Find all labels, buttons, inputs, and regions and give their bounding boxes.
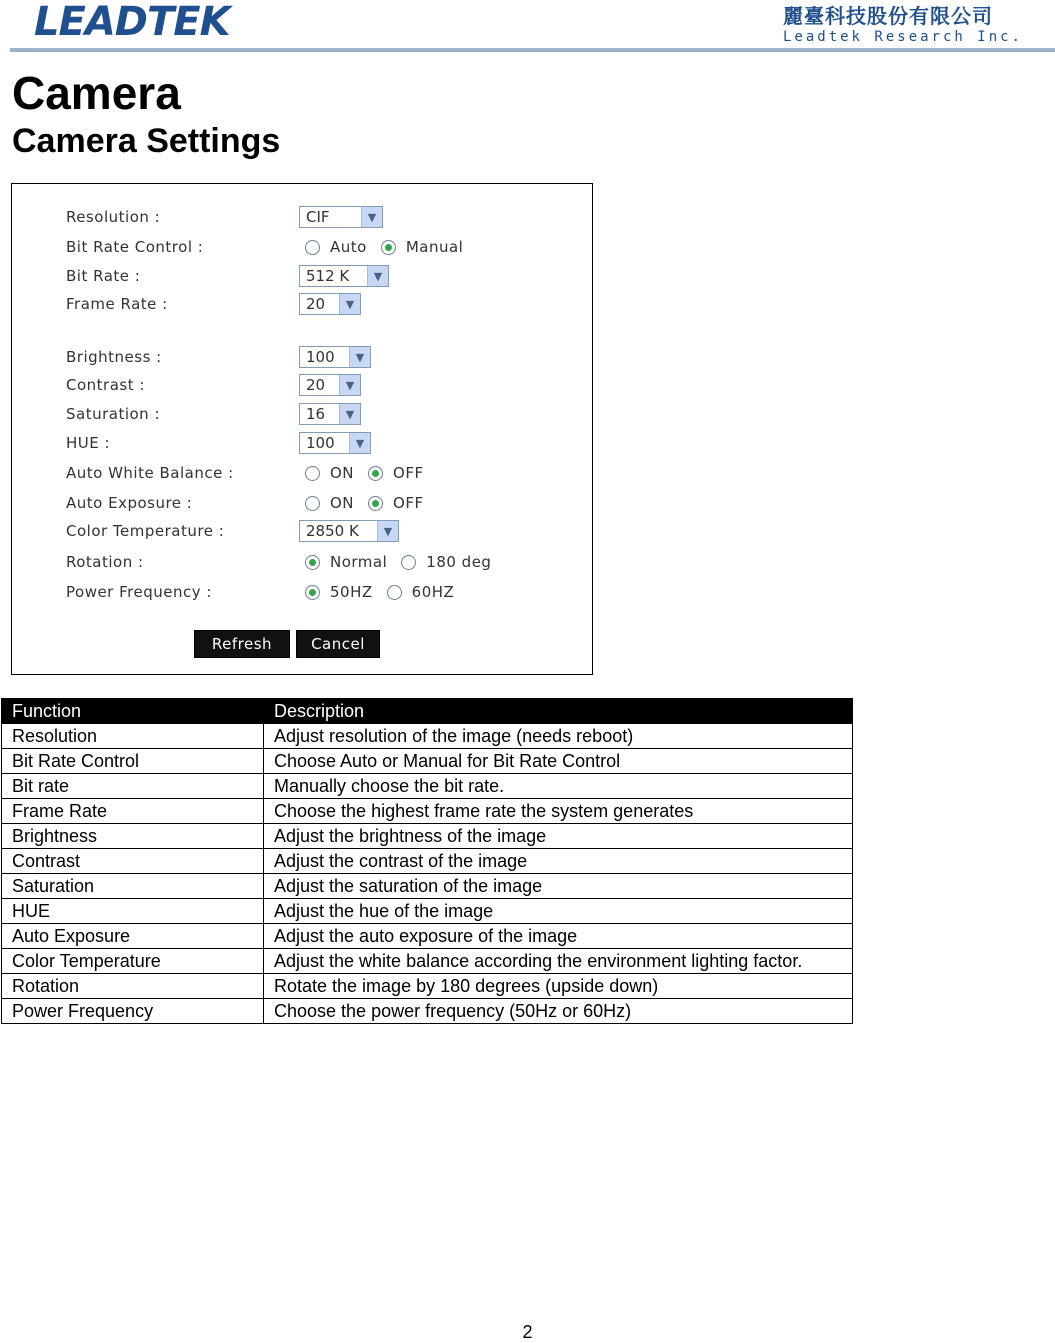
refresh-button[interactable]: Refresh <box>194 630 290 658</box>
resolution-row <box>12 204 592 230</box>
brightness-row <box>12 344 592 370</box>
powerfreq-50-radio[interactable] <box>305 585 320 600</box>
section-title: Camera Settings <box>12 122 281 160</box>
awb-label: Auto White Balance : <box>66 464 234 482</box>
function-cell: Color Temperature <box>2 949 264 974</box>
company-name-block <box>783 4 1023 46</box>
ae-label: Auto Exposure : <box>66 494 193 512</box>
description-header: Description <box>264 699 853 724</box>
function-cell: Bit rate <box>2 774 264 799</box>
bitrate-label: Bit Rate : <box>66 267 141 285</box>
function-cell: Auto Exposure <box>2 924 264 949</box>
hue-select[interactable]: 100 ▼ <box>299 432 371 454</box>
framerate-row <box>12 291 592 317</box>
function-cell: Saturation <box>2 874 264 899</box>
chevron-down-icon: ▼ <box>377 521 398 541</box>
ae-off-radio[interactable] <box>368 496 383 511</box>
bitrate-control-row: Bit Rate Control : Auto Manual <box>66 238 464 256</box>
table-row <box>2 774 853 799</box>
powerfreq-row: Power Frequency : 50HZ 60HZ <box>66 583 455 601</box>
resolution-select[interactable]: CIF ▼ <box>299 206 383 228</box>
colortemp-select[interactable]: 2850 K ▼ <box>299 520 399 542</box>
description-cell: Choose the power frequency (50Hz or 60Hz) <box>264 999 853 1024</box>
description-cell: Adjust resolution of the image (needs reboot) <box>264 724 853 749</box>
bitrate-manual-radio[interactable] <box>381 240 396 255</box>
function-cell: Power Frequency <box>2 999 264 1024</box>
rotation-180-radio[interactable] <box>401 555 416 570</box>
powerfreq-label: Power Frequency : <box>66 583 212 601</box>
description-cell: Choose the highest frame rate the system generates <box>264 799 853 824</box>
chevron-down-icon: ▼ <box>367 266 388 286</box>
chevron-down-icon: ▼ <box>339 375 360 395</box>
chevron-down-icon: ▼ <box>339 294 360 314</box>
table-row <box>2 799 853 824</box>
table-row <box>2 949 853 974</box>
powerfreq-60-radio[interactable] <box>387 585 402 600</box>
framerate-label: Frame Rate : <box>66 295 168 313</box>
bitrate-auto-radio[interactable] <box>305 240 320 255</box>
page-number: 2 <box>522 1322 533 1342</box>
function-description-table <box>1 698 853 1024</box>
table-row <box>2 924 853 949</box>
framerate-select[interactable]: 20 ▼ <box>299 293 361 315</box>
contrast-row <box>12 372 592 398</box>
bitrate-control-label: Bit Rate Control : <box>66 238 204 256</box>
table-row <box>2 974 853 999</box>
function-cell: Resolution <box>2 724 264 749</box>
description-cell: Manually choose the bit rate. <box>264 774 853 799</box>
camera-settings-screenshot <box>11 183 593 675</box>
function-cell: Contrast <box>2 849 264 874</box>
hue-label: HUE : <box>66 434 111 452</box>
table-header-row <box>2 699 853 724</box>
awb-on-radio[interactable] <box>305 466 320 481</box>
contrast-select[interactable]: 20 ▼ <box>299 374 361 396</box>
table-row <box>2 849 853 874</box>
description-cell: Adjust the hue of the image <box>264 899 853 924</box>
rotation-row: Rotation : Normal 180 deg <box>66 553 492 571</box>
function-cell: Brightness <box>2 824 264 849</box>
bitrate-select[interactable]: 512 K ▼ <box>299 265 389 287</box>
resolution-label: Resolution : <box>66 208 161 226</box>
chevron-down-icon: ▼ <box>349 347 370 367</box>
header-divider <box>10 48 1055 52</box>
description-cell: Rotate the image by 180 degrees (upside down) <box>264 974 853 999</box>
function-cell: Bit Rate Control <box>2 749 264 774</box>
description-cell: Adjust the contrast of the image <box>264 849 853 874</box>
table-row <box>2 724 853 749</box>
ae-row: Auto Exposure : ON OFF <box>66 494 424 512</box>
function-cell: HUE <box>2 899 264 924</box>
colortemp-row <box>12 518 592 544</box>
table-row <box>2 749 853 774</box>
table-row <box>2 899 853 924</box>
company-name-english: Leadtek Research Inc. <box>782 29 1023 45</box>
chevron-down-icon: ▼ <box>339 404 360 424</box>
page-title: Camera <box>12 67 181 119</box>
saturation-select[interactable]: 16 ▼ <box>299 403 361 425</box>
table-row <box>2 874 853 899</box>
description-cell: Adjust the white balance according the environment lighting factor. <box>264 949 853 974</box>
chevron-down-icon: ▼ <box>361 207 382 227</box>
table-row <box>2 999 853 1024</box>
leadtek-logo: LEADTEK <box>34 0 230 45</box>
ae-on-radio[interactable] <box>305 496 320 511</box>
function-cell: Rotation <box>2 974 264 999</box>
brightness-label: Brightness : <box>66 348 162 366</box>
rotation-normal-radio[interactable] <box>305 555 320 570</box>
function-cell: Frame Rate <box>2 799 264 824</box>
chevron-down-icon: ▼ <box>349 433 370 453</box>
hue-row <box>12 430 592 456</box>
table-row <box>2 824 853 849</box>
description-cell: Adjust the auto exposure of the image <box>264 924 853 949</box>
awb-off-radio[interactable] <box>368 466 383 481</box>
description-cell: Adjust the saturation of the image <box>264 874 853 899</box>
function-header: Function <box>2 699 264 724</box>
contrast-label: Contrast : <box>66 376 145 394</box>
saturation-label: Saturation : <box>66 405 161 423</box>
cancel-button[interactable]: Cancel <box>296 630 380 658</box>
description-cell: Choose Auto or Manual for Bit Rate Control <box>264 749 853 774</box>
rotation-label: Rotation : <box>66 553 144 571</box>
awb-row: Auto White Balance : ON OFF <box>66 464 424 482</box>
description-cell: Adjust the brightness of the image <box>264 824 853 849</box>
brightness-select[interactable]: 100 ▼ <box>299 346 371 368</box>
bitrate-row <box>12 263 592 289</box>
company-name-chinese: 麗臺科技股份有限公司 <box>782 4 993 28</box>
colortemp-label: Color Temperature : <box>66 522 225 540</box>
saturation-row <box>12 401 592 427</box>
